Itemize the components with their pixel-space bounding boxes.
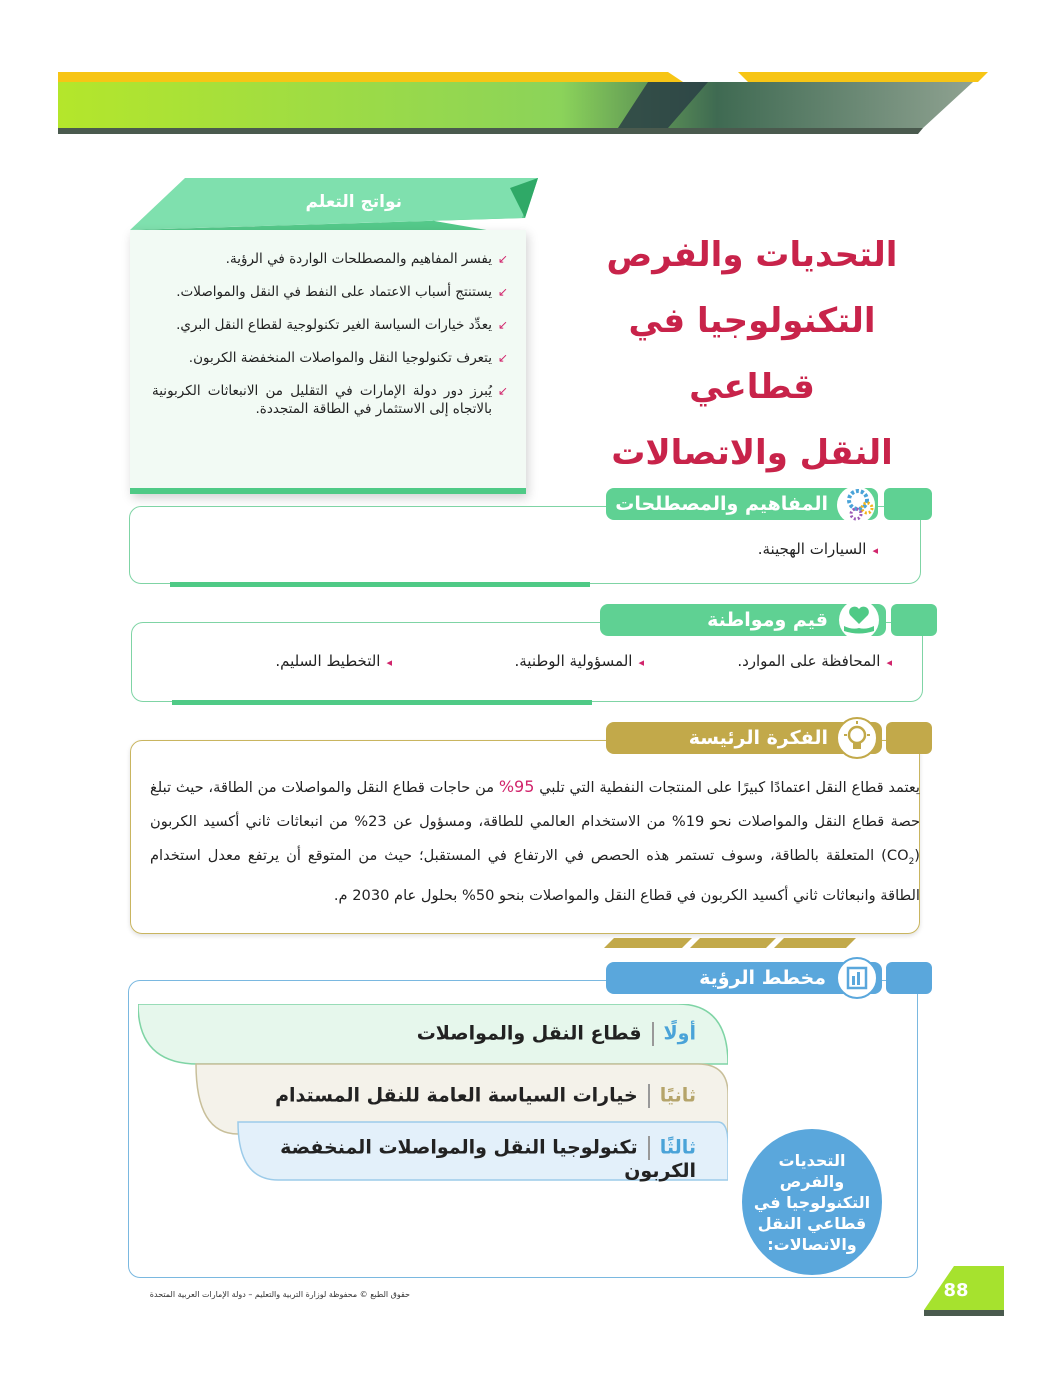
value-item: ◂المسؤولية الوطنية.: [514, 652, 644, 670]
arrow-bullet-icon: ↙: [497, 351, 508, 365]
outline-tab-end: [886, 962, 932, 994]
arrow-bullet-icon: ◂: [638, 656, 644, 669]
copyright-text: حقوق الطبع © محفوظة لوزارة التربية والتعليم – دولة الإمارات العربية المتحدة: [149, 1290, 410, 1299]
outcome-item: ↙ يُبرز دور دولة الإمارات في التقليل من الانبعاثات الكربونية بالاتجاه إلى الاستثمار في الطاقة المتجددة.: [152, 383, 508, 417]
highlight-percentage: 95%: [498, 777, 535, 796]
page-title-line-2: التكنولوجيا في قطاعي: [628, 301, 876, 407]
outcomes-title: نواتج التعلم: [305, 192, 402, 212]
level-label: خيارات السياسة العامة للنقل المستدام: [275, 1084, 638, 1107]
learning-outcomes-card: [130, 230, 526, 494]
arrow-bullet-icon: ↙: [497, 318, 508, 332]
page-title-line-3: النقل والاتصالات: [611, 433, 893, 473]
value-item: ◂المحافظة على الموارد.: [737, 652, 892, 670]
level-label: تكنولوجيا النقل والمواصلات المنخفضة الكربون: [280, 1136, 696, 1182]
page-title: [602, 222, 902, 486]
top-banner: [58, 72, 988, 134]
outcome-item: ↙ يفسر المفاهيم والمصطلحات الواردة في الرؤية.: [225, 251, 508, 267]
decorative-stripes: [600, 938, 856, 948]
chart-document-icon: [834, 956, 880, 1000]
values-tab-end: [891, 604, 937, 636]
outcomes-list: [130, 230, 526, 418]
arrow-bullet-icon: ↙: [497, 285, 508, 299]
outcome-item: ↙ يستنتج أسباب الاعتماد على النفط في النقل والمواصلات.: [176, 284, 508, 300]
level-separator: [648, 1136, 650, 1160]
main-idea-text: يعتمد قطاع النقل اعتمادًا كبيرًا على المنتجات النفطية التي تلبي 95% من حاجات قطاع النقل والمواصلات من الطاقة، حيث تبلغ حصة قطاع النقل والمواصلات نحو 19% من الاستخدام العالمي للطاقة، ومسؤول عن 23% من انبعاثات ثاني أكسيد الكربون $(CO_2)$ المتعلقة بالطاقة، وسوف تستمر هذه الحصص في الارتفاع في المستقبل؛ حيث من المتوقع أن يرتفع معدل استخدام الطاقة وانبعاثات ثاني أكسيد الكربون في قطاع النقل والمواصلات بنحو 50% بحلول عام 2030 م.: [150, 777, 921, 904]
value-item: ◂التخطيط السليم.: [275, 652, 392, 670]
arrow-bullet-icon: ◂: [872, 544, 878, 557]
level-label: قطاع النقل والمواصلات: [416, 1022, 642, 1045]
concepts-tab: المفاهيم والمصطلحات: [606, 488, 878, 520]
outline-tab: مخطط الرؤية: [606, 962, 882, 994]
heart-hand-icon: [836, 598, 882, 642]
concept-item: ◂السيارات الهجينة.: [757, 540, 878, 558]
outcome-item: ↙ يعدِّد خيارات السياسة الغير تكنولوجية لقطاع النقل البري.: [176, 317, 508, 333]
level-ordinal: ثانيًا: [659, 1084, 696, 1107]
arrow-bullet-icon: ↙: [497, 384, 508, 398]
main-idea-tab: الفكرة الرئيسة: [606, 722, 882, 754]
values-tab: قيم ومواطنة: [600, 604, 886, 636]
main-idea-tab-end: [886, 722, 932, 754]
concepts-underline: [170, 582, 590, 587]
outline-level-2: [250, 1084, 696, 1108]
arrow-bullet-icon: ↙: [497, 252, 508, 266]
level-separator: [652, 1022, 654, 1046]
outline-level-3: [240, 1136, 696, 1182]
outline-center-circle: التحديات والفرص التكنولوجيا في قطاعي النقل والاتصالات:: [742, 1129, 882, 1275]
level-separator: [648, 1084, 650, 1108]
outline-level-1: [300, 1022, 696, 1046]
gears-icon: [834, 484, 878, 526]
outcome-item: ↙ يتعرف تكنولوجيا النقل والمواصلات المنخفضة الكربون.: [188, 350, 508, 366]
values-underline: [172, 700, 592, 705]
level-ordinal: ثالثًا: [659, 1136, 696, 1159]
arrow-bullet-icon: ◂: [886, 656, 892, 669]
page-number: 88: [943, 1280, 969, 1301]
page-title-line-1: التحديات والفرص: [606, 235, 898, 275]
concepts-tab-end: [884, 488, 932, 520]
lightbulb-icon: [834, 716, 880, 760]
arrow-bullet-icon: ◂: [386, 656, 392, 669]
level-ordinal: أولًا: [663, 1022, 696, 1045]
